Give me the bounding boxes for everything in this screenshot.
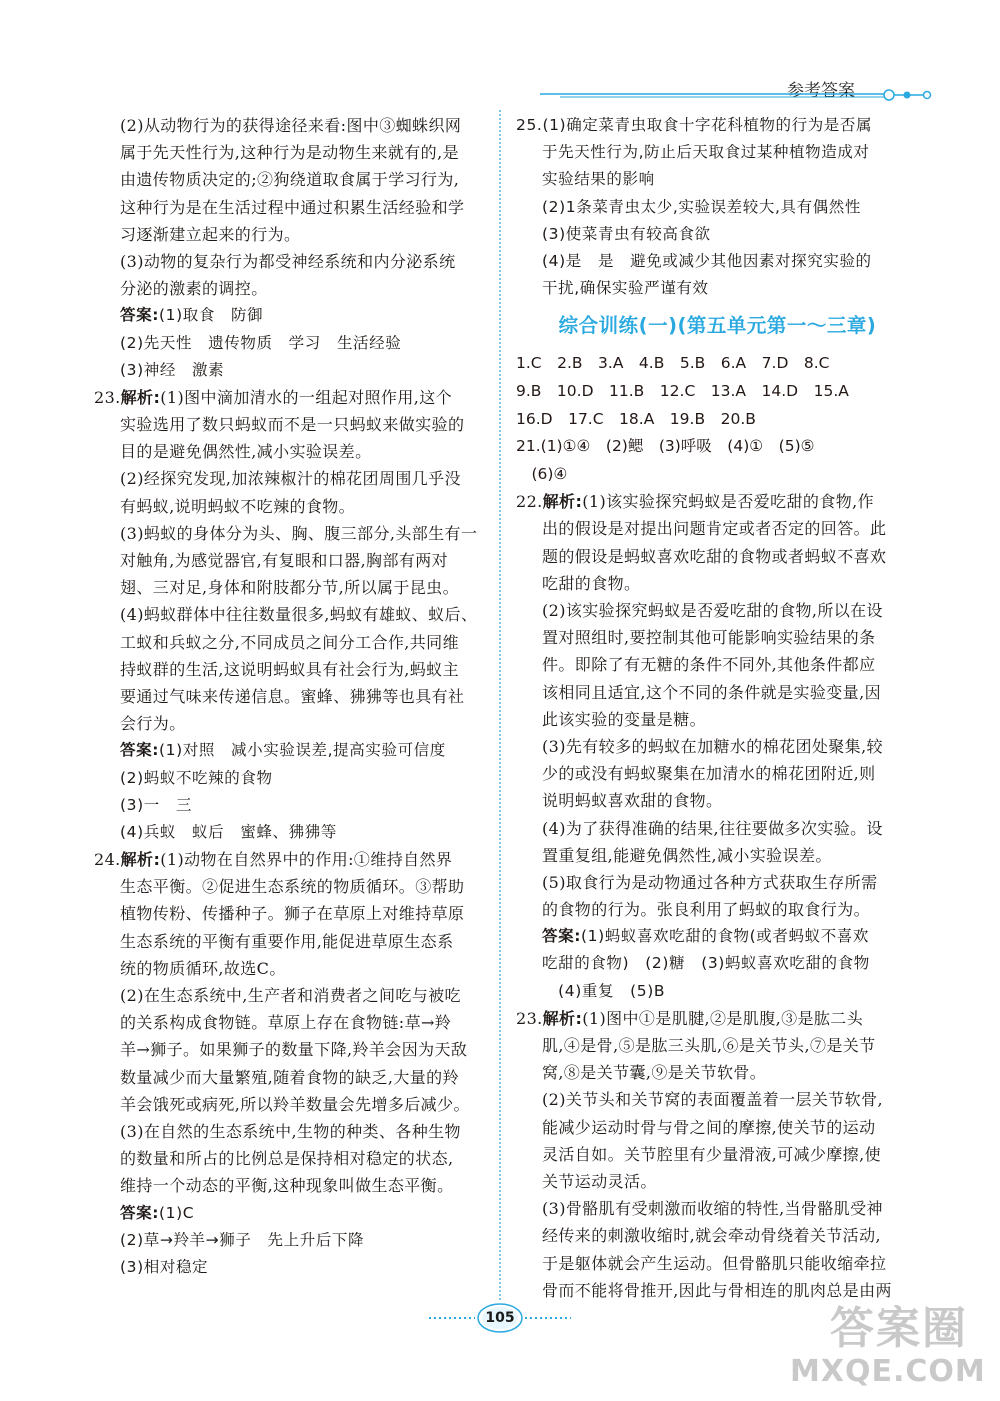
text-line: 于先天性行为,防止后天取食过某种植物造成对: [542, 143, 870, 162]
text-line: 生态系统的平衡有重要作用,能促进草原生态系: [120, 931, 454, 951]
answer-25-block: [516, 112, 911, 302]
text-line: 关节运动灵活。: [542, 1171, 657, 1191]
text-line: 件。即除了有无糖的条件不同外,其他条件都应: [542, 655, 876, 675]
text-line: 由遗传物质决定的;②狗绕道取食属于学习行为,: [120, 170, 460, 190]
text-line: (4)是 是 避免或减少其他因素对探究实验的: [542, 251, 872, 270]
text-line: 的数量和所占的比例总是保持相对稳定的状态,: [120, 1149, 454, 1169]
answer-22-23-block: [516, 488, 911, 1304]
right-column: [516, 112, 911, 1304]
text-line: 经传来的刺激收缩时,就会牵动骨绕着关节活动,: [542, 1226, 881, 1246]
text-line: (2)蚂蚁不吃辣的食物: [120, 768, 273, 787]
text-line: (2)在生态系统中,生产者和消费者之间吃与被吃: [120, 986, 461, 1005]
page-number-badge: [425, 1300, 575, 1336]
text-line: 骨而不能将骨推开,因此与骨相连的肌肉总是由两: [542, 1280, 892, 1300]
text-line: 24.解析:(1)动物在自然界中的作用:①维持自然界: [94, 850, 453, 870]
text-line: (3)神经 激素: [120, 360, 225, 379]
text-line: (3)蚂蚁的身体分为头、胸、腹三部分,头部生有一: [120, 523, 478, 543]
text-line: 出的假设是对提出问题肯定或者否定的回答。此: [542, 519, 887, 539]
text-line: 要通过气味来传递信息。蜜蜂、狒狒等也具有社: [120, 686, 465, 706]
text-line: 答案:(1)对照 减小实验误差,提高实验可信度: [120, 741, 446, 760]
text-line: 对触角,为感觉器官,有复眼和口器,胸部有两对: [120, 551, 449, 570]
text-line: (4)兵蚁 蚁后 蜜蜂、狒狒等: [120, 822, 337, 841]
text-line: 25.(1)确定菜青虫取食十字花科植物的行为是否属: [516, 116, 873, 134]
text-line: 少的或没有蚂蚁聚集在加清水的棉花团附近,则: [542, 764, 876, 784]
text-line: (4)重复 (5)B: [542, 981, 666, 1000]
text-line: (3)相对稳定: [120, 1257, 209, 1276]
text-line: 羊会饿死或病死,所以羚羊数量会先增多后减少。: [120, 1094, 470, 1114]
text-line: 置重复组,能避免偶然性,减小实验误差。: [542, 845, 832, 865]
text-line: 吃甜的食物) (2)糖 (3)蚂蚁喜欢吃甜的食物: [542, 954, 870, 973]
page-number: 105: [485, 1310, 515, 1326]
text-line: 这种行为是在生活过程中通过积累生活经验和学: [120, 197, 465, 217]
left-column: [94, 112, 486, 1281]
text-line: 工蚁和兵蚁之分,不同成员之间分工合作,共同维: [120, 632, 459, 652]
text-line: (2)1条菜青虫太少,实验误差较大,具有偶然性: [542, 197, 861, 216]
watermark: [790, 1304, 990, 1399]
mc-answer-line: 21.(1)①④ (2)鳃 (3)呼吸 (4)① (5)⑤: [516, 437, 815, 456]
text-line: 22.解析:(1)该实验探究蚂蚁是否爱吃甜的食物,作: [516, 492, 875, 512]
text-line: 答案:(1)蚂蚁喜欢吃甜的食物(或者蚂蚁不喜欢: [542, 927, 870, 946]
mc-answer-line: 16.D 17.C 18.A 19.B 20.B: [516, 409, 756, 428]
text-line: (2)该实验探究蚂蚁是否爱吃甜的食物,所以在设: [542, 601, 883, 621]
text-line: 植物传粉、传播种子。狮子在草原上对维持草原: [120, 904, 465, 924]
text-line: (4)为了获得准确的结果,往往要做多次实验。设: [542, 818, 883, 838]
text-line: 干扰,确保实验严谨有效: [542, 279, 709, 298]
text-line: (2)先天性 遗传物质 学习 生活经验: [120, 333, 402, 352]
text-line: 的关系构成食物链。草原上存在食物链:草→羚: [120, 1013, 452, 1033]
text-line: 此该实验的变量是糖。: [542, 709, 707, 729]
text-line: 该相同且适宜,这个不同的条件就是实验变量,因: [542, 682, 881, 702]
text-line: 题的假设是蚂蚁喜欢吃甜的食物或者蚂蚁不喜欢: [542, 546, 887, 566]
section-title: 综合训练(一)(第五单元第一～三章): [558, 314, 877, 338]
text-line: 羊→狮子。如果狮子的数量下降,羚羊会因为天敌: [120, 1040, 468, 1060]
text-line: (3)在自然的生态系统中,生物的种类、各种生物: [120, 1121, 461, 1141]
text-line: 数量减少而大量繁殖,随着食物的缺乏,大量的羚: [120, 1067, 459, 1087]
text-line: 说明蚂蚁喜欢甜的食物。: [542, 791, 723, 811]
text-line: (2)经探究发现,加浓辣椒汁的棉花团周围几乎没: [120, 469, 461, 489]
multiple-choice-answers: [516, 350, 911, 488]
text-line: 目的是避免偶然性,减小实验误差。: [120, 442, 372, 462]
text-line: 吃甜的食物。: [542, 573, 641, 593]
text-line: 统的物质循环,故选C。: [120, 958, 286, 978]
text-line: 窝,⑧是关节囊,⑨是关节软骨。: [542, 1063, 767, 1083]
text-line: 维持一个动态的平衡,这种现象叫做生态平衡。: [120, 1176, 454, 1196]
text-line: 会行为。: [120, 714, 186, 734]
text-line: 肌,④是骨,⑤是肱三头肌,⑥是关节头,⑦是关节: [542, 1036, 876, 1056]
text-line: 23.解析:(1)图中滴加清水的一组起对照作用,这个: [94, 387, 453, 407]
text-line: (5)取食行为是动物通过各种方式获取生存所需: [542, 872, 878, 892]
text-line: 23.解析:(1)图中①是肌腱,②是肌腹,③是肱二头: [516, 1008, 864, 1028]
text-line: (3)先有较多的蚂蚁在加糖水的棉花团处聚集,较: [542, 736, 883, 756]
watermark-main-text: 答案圈: [830, 1303, 968, 1354]
text-line: 答案:(1)取食 防御: [120, 306, 264, 325]
text-line: 习逐渐建立起来的行为。: [120, 224, 301, 244]
text-line: 翅、三对足,身体和附肢都分节,所以属于昆虫。: [120, 578, 459, 598]
text-line: 置对照组时,要控制其他可能影响实验结果的条: [542, 628, 876, 648]
text-line: 灵活自如。关节腔里有少量滑液,可减少摩擦,使: [542, 1144, 881, 1164]
header-rule: [500, 82, 940, 112]
text-line: 答案:(1)C: [120, 1203, 195, 1222]
mc-answer-line: 9.B 10.D 11.B 12.C 13.A 14.D 15.A: [516, 381, 849, 400]
text-line: 实验结果的影响: [542, 170, 655, 189]
text-line: (3)使菜青虫有较高食欲: [542, 224, 711, 243]
text-line: 持蚁群的生活,这说明蚂蚁具有社会行为,蚂蚁主: [120, 659, 459, 679]
text-line: 能减少运动时骨与骨之间的摩擦,使关节的运动: [542, 1117, 876, 1137]
text-line: 的食物的行为。张良利用了蚂蚁的取食行为。: [542, 900, 871, 920]
text-line: 属于先天性行为,这种行为是动物生来就有的,是: [120, 143, 459, 163]
text-line: (4)蚂蚁群体中往往数量很多,蚂蚁有雄蚁、蚁后、: [120, 605, 478, 625]
text-line: (3)骨骼肌有受刺激而收缩的特性,当骨骼肌受神: [542, 1199, 883, 1219]
text-line: 分泌的激素的调控。: [120, 279, 268, 299]
text-line: (2)草→羚羊→狮子 先上升后下降: [120, 1230, 365, 1249]
text-line: (3)动物的复杂行为都受神经系统和内分泌系统: [120, 251, 456, 271]
watermark-url: MXQE.COM: [790, 1354, 986, 1389]
text-line: 有蚂蚁,说明蚂蚁不吃辣的食物。: [120, 496, 356, 516]
text-line: 于是躯体就会产生运动。但骨骼肌只能收缩牵拉: [542, 1253, 887, 1273]
text-line: (3)一 三: [120, 795, 193, 814]
text-line: (2)关节头和关节窝的表面覆盖着一层关节软骨,: [542, 1090, 883, 1110]
text-line: (2)从动物行为的获得途径来看:图中③蜘蛛织网: [120, 116, 462, 135]
text-line: 生态平衡。②促进生态系统的物质循环。③帮助: [120, 877, 465, 897]
text-line: 实验选用了数只蚂蚁而不是一只蚂蚁来做实验的: [120, 415, 465, 435]
mc-answer-line: (6)④: [516, 464, 568, 483]
mc-answer-line: 1.C 2.B 3.A 4.B 5.B 6.A 7.D 8.C: [516, 354, 830, 373]
column-divider: [499, 110, 501, 1300]
header-label: 参考答案: [787, 81, 855, 101]
